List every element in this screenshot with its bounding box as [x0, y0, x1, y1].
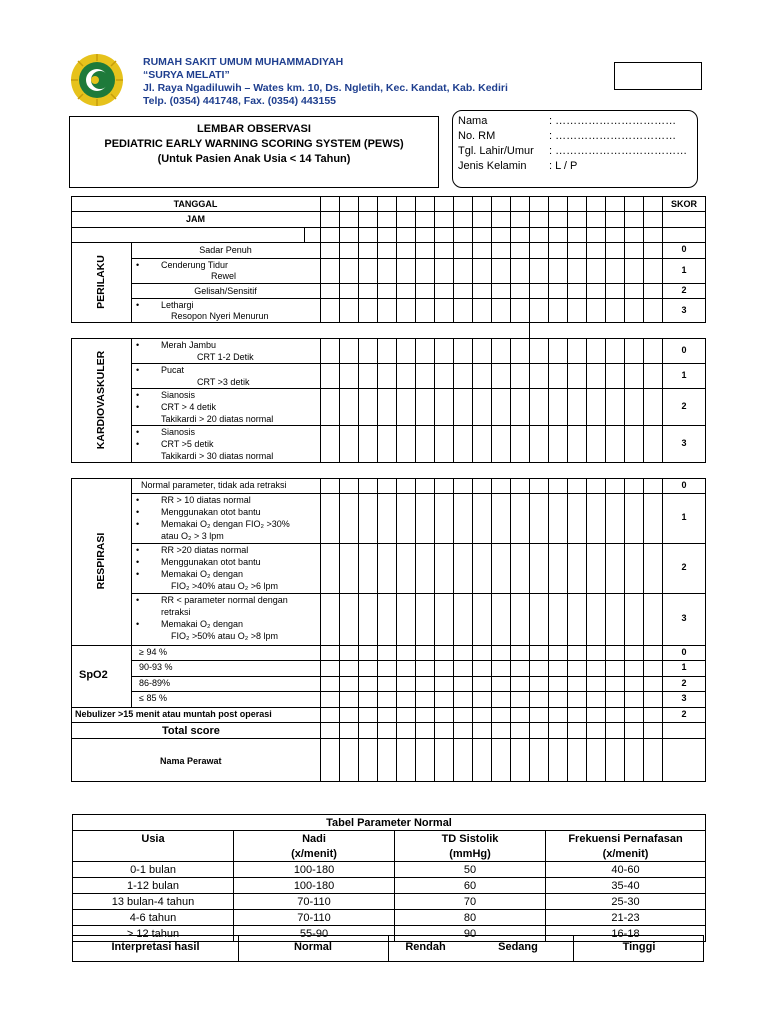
hospital-address: Jl. Raya Ngadiluwih – Wates km. 10, Ds. Ngletih, Kec. Kandat, Kab. Kediri [143, 82, 508, 94]
score-value: 1 [681, 512, 687, 522]
spo2-row-line [131, 691, 706, 692]
respirasi-criteria: Memakai O₂ dengan FIO₂ >30% [161, 519, 290, 529]
param-usia: 0-1 bulan [73, 862, 234, 878]
perilaku-section-label: PERILAKU [95, 254, 107, 309]
respirasi-section-label: RESPIRASI [95, 532, 107, 589]
grid-column-line [396, 478, 397, 782]
perilaku-row-line [131, 283, 706, 284]
bullet-icon: • [136, 260, 140, 270]
grid-column-line [510, 478, 511, 782]
grid-column-line [339, 478, 340, 782]
grid-column-line [491, 478, 492, 782]
bullet-icon: • [136, 557, 140, 567]
param-td: 90 [395, 926, 546, 942]
title-line-3: (Untuk Pasien Anak Usia < 14 Tahun) [157, 153, 351, 165]
param-unit-usia [73, 846, 234, 862]
grid-column-line [567, 338, 568, 463]
jam-row-line [71, 227, 706, 228]
score-value: 0 [681, 244, 687, 254]
param-usia: 4-6 tahun [73, 910, 234, 926]
param-unit-nadi: (x/menit) [234, 846, 395, 862]
param-nadi: 70-110 [234, 910, 395, 926]
bullet-icon: • [136, 439, 140, 449]
perilaku-criteria: Resopon Nyeri Menurun [171, 311, 269, 321]
param-header-usia: Usia [73, 831, 234, 847]
interp-tinggi: Tinggi [622, 941, 656, 953]
patient-field-label: No. RM [458, 130, 496, 142]
grid-column-line [453, 478, 454, 782]
gap-line [529, 323, 530, 338]
skor-label: SKOR [670, 199, 697, 209]
spo2-row-line [131, 660, 706, 661]
param-row [73, 878, 706, 894]
grid-column-line [567, 196, 568, 323]
spo2-row-line [131, 676, 706, 677]
grid-column-line [605, 478, 606, 782]
param-td: 80 [395, 910, 546, 926]
grid-column-line [624, 338, 625, 463]
bullet-icon: • [136, 595, 140, 605]
kardio-row-line [131, 388, 706, 389]
patient-field-value: : …………………………… [549, 130, 677, 142]
perilaku-row-line [131, 258, 706, 259]
param-header-td: TD Sistolik [395, 831, 546, 847]
grid-column-line [320, 338, 321, 463]
spo2-top-line [71, 645, 706, 646]
param-nadi: 100-180 [234, 862, 395, 878]
grid-column-line [377, 478, 378, 782]
patient-field-value: : ……………………………… [549, 145, 688, 157]
total-top-line [71, 722, 706, 723]
grid-column-line [586, 196, 587, 323]
hospital-logo [70, 53, 124, 107]
score-value: 1 [681, 264, 687, 275]
bullet-icon: • [136, 365, 140, 375]
kardio-label-divider [131, 338, 132, 463]
bullet-icon: • [136, 569, 140, 579]
param-row [73, 862, 706, 878]
tanggal-row-line [71, 211, 706, 212]
grid-column-line [529, 338, 530, 463]
respirasi-criteria: Normal parameter, tidak ada retraksi [141, 480, 287, 490]
grid-column-line [358, 338, 359, 463]
interp-label: Interpretasi hasil [111, 941, 200, 953]
param-usia: 1-12 bulan [73, 878, 234, 894]
respirasi-criteria: RR >20 diatas normal [161, 545, 249, 555]
grid-column-line [624, 196, 625, 323]
grid-column-line [472, 338, 473, 463]
kardio-section-label: KARDIOVASKULER [95, 350, 107, 449]
perilaku-criteria: Lethargi [161, 300, 194, 310]
respirasi-criteria: RR < parameter normal dengan [161, 595, 288, 605]
grid-column-line [377, 338, 378, 463]
grid-column-line [472, 196, 473, 323]
score-value: 3 [681, 438, 687, 448]
grid-column-line [548, 478, 549, 782]
patient-field-label: Nama [458, 115, 488, 127]
jam-label: JAM [185, 214, 205, 224]
param-header-nadi: Nadi [234, 831, 395, 847]
patient-info-box [452, 110, 698, 188]
grid-column-line [586, 478, 587, 782]
nurse-name-label: Nama Perawat [160, 756, 222, 766]
spo2-criteria: ≥ 94 % [139, 647, 167, 657]
spo2-section-label: SpO2 [79, 669, 108, 681]
grid-column-line [624, 478, 625, 782]
grid-column-line [605, 338, 606, 463]
grid-column-line [415, 196, 416, 323]
grid-column-line [643, 478, 644, 782]
interp-sedang: Sedang [498, 941, 538, 953]
perilaku-criteria: Rewel [211, 271, 237, 281]
param-td: 70 [395, 894, 546, 910]
bullet-icon: • [136, 495, 140, 505]
kardio-criteria: Sianosis [161, 390, 196, 400]
score-value: 1 [681, 369, 687, 380]
respirasi-criteria: Memakai O₂ dengan [161, 619, 244, 629]
score-value: 0 [681, 479, 687, 490]
bullet-icon: • [136, 340, 140, 350]
param-row [73, 910, 706, 926]
grid-column-line [377, 196, 378, 323]
grid-column-line [643, 338, 644, 463]
bullet-icon: • [136, 507, 140, 517]
score-value: 2 [681, 284, 687, 295]
patient-field-label: Tgl. Lahir/Umur [458, 145, 534, 157]
bullet-icon: • [136, 402, 140, 412]
normal-parameter-table [72, 814, 706, 942]
kardio-criteria: Pucat [161, 365, 185, 375]
grid-column-line [434, 338, 435, 463]
kardio-criteria: CRT >5 detik [161, 439, 214, 449]
kardio-criteria: Takikardi > 20 diatas normal [161, 414, 274, 424]
grid-column-line [491, 338, 492, 463]
param-table-title: Tabel Parameter Normal [73, 815, 706, 831]
respirasi-criteria: Menggunakan otot bantu [161, 557, 261, 567]
perilaku-row-line [131, 298, 706, 299]
respirasi-criteria: atau O₂ > 3 lpm [161, 531, 224, 541]
bullet-icon: • [136, 545, 140, 555]
grid-column-line [605, 196, 606, 323]
score-value: 3 [681, 304, 687, 315]
score-value: 1 [681, 662, 687, 672]
grid-column-line [396, 338, 397, 463]
bullet-icon: • [136, 427, 140, 437]
bullet-icon: • [136, 390, 140, 400]
grid-column-line [472, 478, 473, 782]
grid-column-line [453, 196, 454, 323]
respirasi-criteria: retraksi [161, 607, 191, 617]
param-nadi: 55-90 [234, 926, 395, 942]
grid-column-line [529, 478, 530, 782]
kardio-criteria: Merah Jambu [161, 340, 217, 350]
sun-emblem-icon [70, 53, 124, 107]
score-value: 0 [681, 344, 687, 355]
hospital-name: RUMAH SAKIT UMUM MUHAMMADIYAH [143, 56, 344, 68]
blank-row-divider [304, 227, 305, 242]
title-box [69, 116, 439, 188]
param-td: 60 [395, 878, 546, 894]
grid-column-line [548, 196, 549, 323]
score-value: 2 [681, 400, 687, 411]
param-rr: 35-40 [546, 878, 706, 894]
interp-normal: Normal [294, 941, 332, 953]
score-value: 0 [681, 646, 687, 657]
param-row [73, 894, 706, 910]
kardio-row-line [131, 363, 706, 364]
nebulizer-label: Nebulizer >15 menit atau muntah post operasi [75, 709, 272, 719]
grid-column-line [529, 196, 530, 323]
respirasi-criteria: Memakai O₂ dengan [161, 569, 244, 579]
hospital-subname: “SURYA MELATI” [143, 69, 230, 81]
grid-column-line [434, 196, 435, 323]
grid-column-line [358, 478, 359, 782]
grid-column-line [434, 478, 435, 782]
respirasi-row-line [131, 593, 706, 594]
kardio-criteria: CRT >3 detik [197, 377, 250, 387]
grid-column-line [396, 196, 397, 323]
grid-column-line [567, 478, 568, 782]
nebulizer-top-line [71, 707, 706, 708]
param-rr: 40-60 [546, 862, 706, 878]
form-code-box [614, 62, 702, 90]
param-unit-td: (mmHg) [395, 846, 546, 862]
patient-field-value: : …………………………… [549, 115, 677, 127]
perilaku-criteria: Gelisah/Sensitif [194, 286, 257, 296]
perilaku-criteria: Sadar Penuh [199, 245, 252, 255]
score-value: 3 [681, 613, 687, 623]
kardio-criteria: Sianosis [161, 427, 196, 437]
param-usia: > 12 tahun [73, 926, 234, 942]
bullet-icon: • [136, 300, 140, 310]
interpretation-row [72, 935, 704, 962]
spo2-criteria: 90-93 % [139, 662, 173, 672]
param-header-rr: Frekuensi Pernafasan [546, 831, 706, 847]
total-score-label: Total score [162, 725, 220, 737]
param-nadi: 70-110 [234, 894, 395, 910]
respirasi-criteria: FIO₂ >40% atau O₂ >6 lpm [171, 581, 279, 591]
respirasi-criteria: Menggunakan otot bantu [161, 507, 261, 517]
param-usia: 13 bulan-4 tahun [73, 894, 234, 910]
spo2-criteria: 86-89% [139, 678, 171, 688]
patient-field-label: Jenis Kelamin [458, 160, 527, 172]
grid-column-line [358, 196, 359, 323]
grid-column-line [320, 196, 321, 323]
tanggal-label: TANGGAL [173, 199, 218, 209]
grid-column-line [662, 478, 663, 782]
grid-column-line [415, 478, 416, 782]
score-value: 3 [681, 693, 687, 703]
grid-column-line [320, 478, 321, 782]
respirasi-row-line [131, 493, 706, 494]
kardio-criteria: CRT > 4 detik [161, 402, 216, 412]
param-rr: 21-23 [546, 910, 706, 926]
grid-column-line [510, 196, 511, 323]
param-td: 50 [395, 862, 546, 878]
perilaku-criteria: Cenderung Tidur [161, 260, 229, 270]
spo2-criteria: ≤ 85 % [139, 693, 167, 703]
respirasi-row-line [131, 543, 706, 544]
respirasi-criteria: RR > 10 diatas normal [161, 495, 251, 505]
interp-rendah: Rendah [405, 941, 446, 953]
grid-column-line [453, 338, 454, 463]
grid-column-line [510, 338, 511, 463]
respirasi-criteria: FIO₂ >50% atau O₂ >8 lpm [171, 631, 279, 641]
hospital-phone: Telp. (0354) 441748, Fax. (0354) 443155 [143, 95, 337, 107]
score-value: 2 [681, 562, 687, 572]
title-line-1: LEMBAR OBSERVASI [197, 123, 311, 135]
grid-column-line [415, 338, 416, 463]
kardio-criteria: Takikardi > 30 diatas normal [161, 451, 274, 461]
perawat-top-line [71, 738, 706, 739]
grid-column-line [586, 338, 587, 463]
grid-column-line [548, 338, 549, 463]
grid-column-line [339, 196, 340, 323]
title-line-2: PEDIATRIC EARLY WARNING SCORING SYSTEM (PEWS) [104, 138, 404, 150]
score-value: 2 [681, 677, 687, 688]
grid-column-line [339, 338, 340, 463]
kardio-row-line [131, 425, 706, 426]
param-nadi: 100-180 [234, 878, 395, 894]
blank-row-line [71, 242, 706, 243]
kardio-criteria: CRT 1-2 Detik [197, 352, 254, 362]
bullet-icon: • [136, 619, 140, 629]
param-unit-rr: (x/menit) [546, 846, 706, 862]
param-rr: 25-30 [546, 894, 706, 910]
grid-column-line [491, 196, 492, 323]
patient-field-value: : L / P [549, 160, 578, 172]
bullet-icon: • [136, 519, 140, 529]
score-value: 2 [681, 708, 687, 719]
grid-column-line [643, 196, 644, 323]
param-rr: 16-18 [546, 926, 706, 942]
